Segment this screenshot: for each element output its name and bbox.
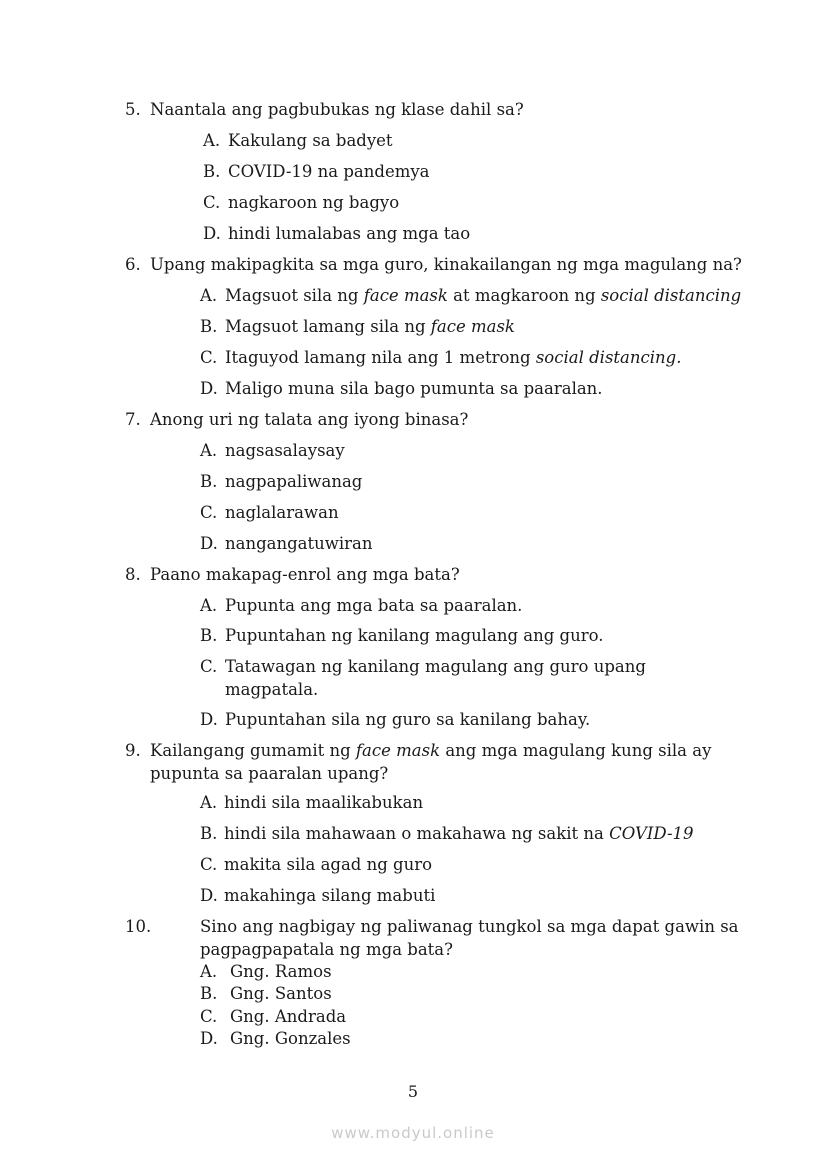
question-number: 8. [125, 565, 141, 584]
question-number: 7. [125, 410, 141, 429]
watermark-text: www.modyul.online [331, 1124, 495, 1142]
question-text: Paano makapag-enrol ang mga bata? [150, 565, 460, 584]
question-text-line2: pupunta sa paaralan upang? [150, 764, 389, 783]
question-text: Kailangang gumamit ng face mask ang mga magulang kung sila ay [150, 741, 712, 760]
question-text: Sino ang nagbigay ng paliwanag tungkol sa mga dapat gawin sa [200, 917, 739, 936]
document-page: 5. Naantala ang pagbubukas ng klase dahil sa? A. Kakulang sa badyet B. COVID-19 na pandemya C. nagkaroon ng bagyo D. hindi lumalabas ang mga tao 6. Upang makipagkita sa mga guro, kinakailangan ng mga magulang na? A. Magsuot sila ng face mask at magkaroon ng social distancing B. Magsuot lamang sila ng face mask C. Itaguyod lamang nila ang 1 metrong social distancing. D. Maligo muna sila bago pumunta sa paaralan. 7. Anong uri ng talata ang iyong binasa? A. nagsasalaysay B. nagpapaliwanag C. naglalarawan D. nangangatuwiran 8. Paano makapag-enrol ang mga bata? A. Pupunta ang mga bata sa paaralan. B. Pupuntahan ng kanilang magulang ang guro. C. Tatawagan ng kanilang magulang ang guro upang magpatala. D. Pupuntahan sila ng guro sa kanilang bahay. 9. Kailangang gumamit ng face mask ang mga magulang kung sila ay pupunta sa paaralan upang? A. hindi sila maalikabukan B. hindi sila mahawaan o makahawa ng sakit na COVID-19 C. makita sila agad ng guro D. makahinga silang mabuti 10. Sino ang nagbigay ng paliwanag tungkol sa mga dapat gawin sa pagpagpapatala ng mga bata? A. Gng. Ramos B. Gng. Santos C. Gng. Andrada D. Gng. Gonzales 5 www.modyul.online [0, 0, 826, 1169]
question-number: 6. [125, 255, 141, 274]
question-text: Anong uri ng talata ang iyong binasa? [150, 410, 469, 429]
question-number: 5. [125, 100, 141, 119]
page-number: 5 [407, 1082, 419, 1101]
question-number: 10. [125, 917, 152, 936]
question-text-line2: pagpagpapatala ng mga bata? [200, 940, 453, 959]
question-text: Upang makipagkita sa mga guro, kinakailangan ng mga magulang na? [150, 255, 742, 274]
question-number: 9. [125, 741, 141, 760]
question-text: Naantala ang pagbubukas ng klase dahil sa? [150, 100, 524, 119]
